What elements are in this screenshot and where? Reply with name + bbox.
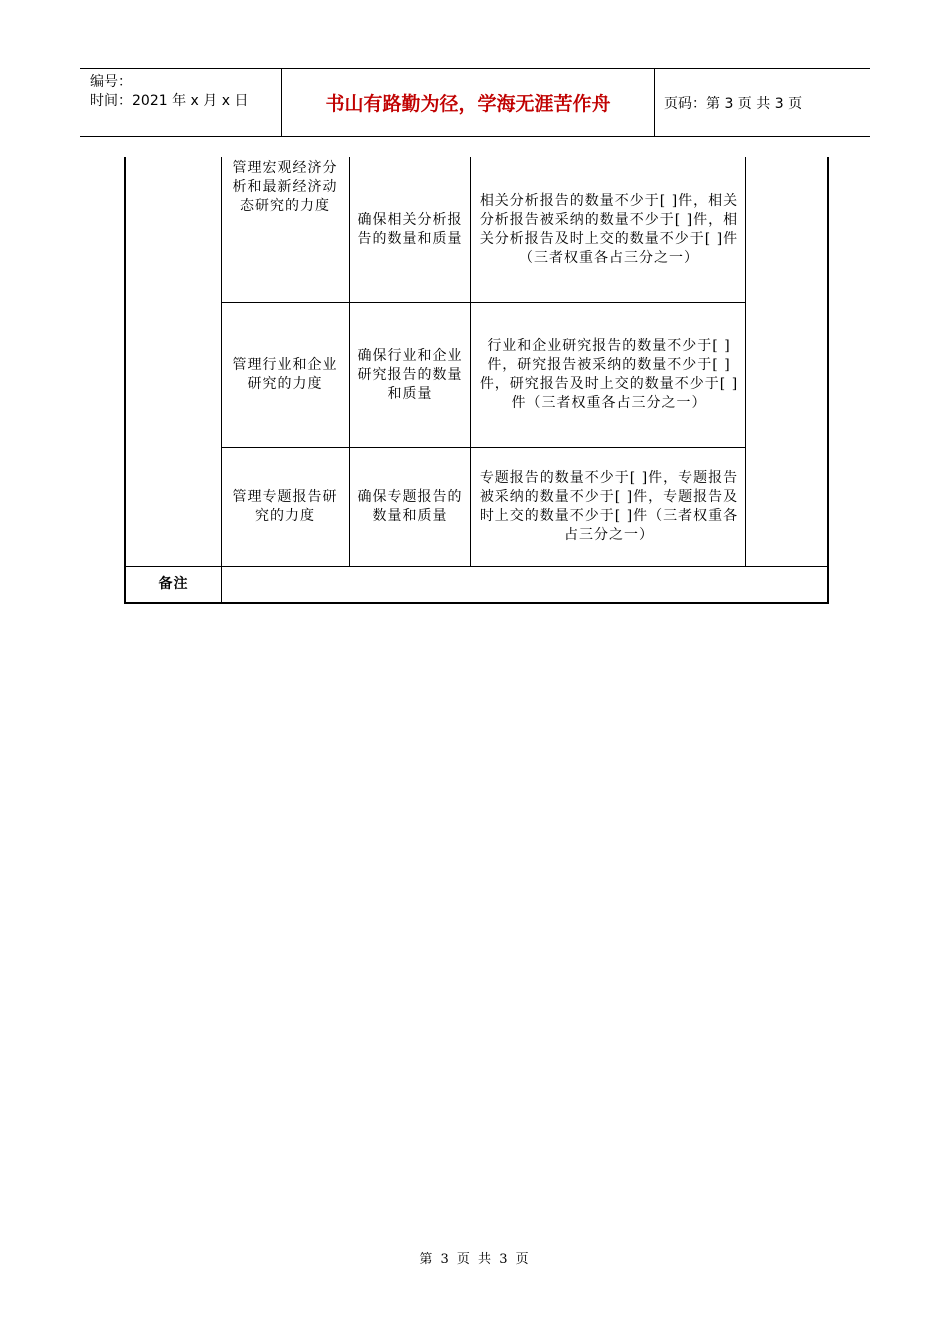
table-row: [226, 448, 344, 566]
header-meta: [90, 73, 248, 111]
table-gridline: [470, 157, 471, 567]
page-header: [80, 68, 870, 137]
kpi-item: 管理行业和企业研究的力度: [232, 357, 338, 392]
table-row: [226, 157, 344, 239]
header-divider: [654, 69, 655, 136]
kpi-goal: 确保专题报告的数量和质量: [357, 489, 463, 524]
table-row: [478, 165, 740, 295]
document-number: 编号：: [90, 74, 132, 90]
kpi-criteria: 相关分析报告的数量不少于[ ]件，相关分析报告被采纳的数量不少于[ ]件，相关分析报告及时上交的数量不少于[ ]件（三者权重各占三分之一）: [479, 193, 739, 266]
remarks-label: 备注: [158, 576, 189, 592]
table-row: [478, 453, 740, 561]
kpi-table: [124, 157, 829, 604]
table-row: [355, 157, 465, 302]
table-row: [355, 448, 465, 566]
table-gridline: [349, 157, 350, 567]
kpi-item: 管理专题报告研究的力度: [232, 489, 338, 524]
page-footer: 第 3 页 共 3 页: [419, 1252, 531, 1267]
kpi-criteria: 行业和企业研究报告的数量不少于[ ]件，研究报告被采纳的数量不少于[ ]件，研究报告及时上交的数量不少于[ ]件（三者权重各占三分之一）: [479, 338, 739, 411]
remarks-value: [222, 567, 827, 602]
table-row: [355, 303, 465, 447]
header-page-number: 页码：第 3 页 共 3 页: [664, 96, 803, 112]
table-gridline: [745, 157, 746, 567]
table-row: [478, 309, 740, 441]
kpi-criteria: 专题报告的数量不少于[ ]件，专题报告被采纳的数量不少于[ ]件，专题报告及时上交的数量不少于[ ]件（三者权重各占三分之一）: [479, 470, 739, 543]
kpi-goal: 确保行业和企业研究报告的数量和质量: [357, 347, 463, 402]
kpi-goal: 确保相关分析报告的数量和质量: [357, 211, 463, 247]
table-gridline: [221, 157, 222, 602]
table-row: [226, 303, 344, 447]
header-motto: 书山有路勤为径，学海无涯苦作舟: [325, 93, 611, 115]
document-time: 时间：2021 年 x 月 x 日: [90, 93, 249, 109]
kpi-item: 管理宏观经济分析和最新经济动态研究的力度: [232, 160, 338, 214]
